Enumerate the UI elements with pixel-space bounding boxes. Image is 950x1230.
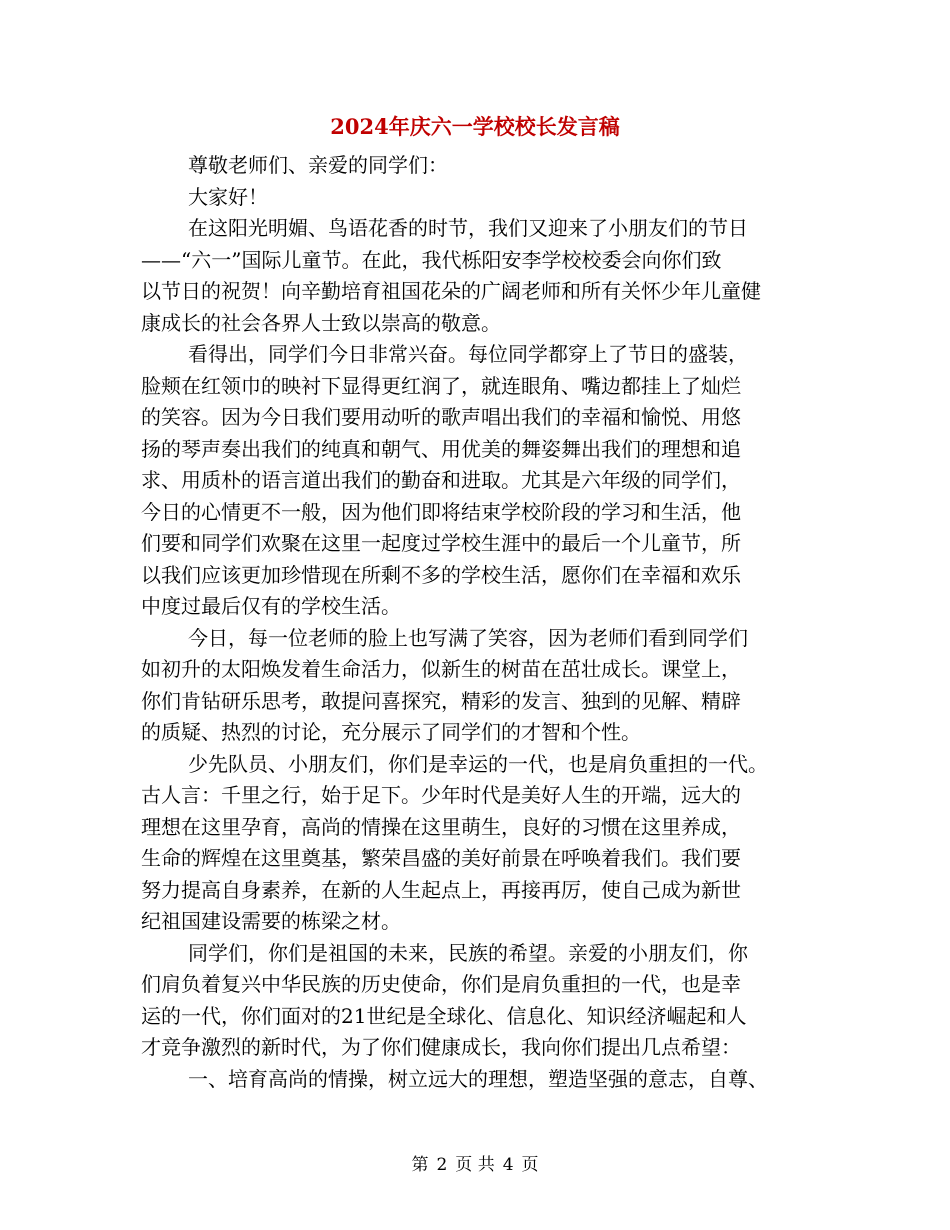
footer-middle: 页 共 bbox=[455, 1155, 495, 1175]
text-line: 今日的心情更不一般，因为他们即将结束学校阶段的学习和生活，他 bbox=[141, 499, 741, 524]
page-footer bbox=[0, 1153, 950, 1177]
footer-page-number: 2 bbox=[436, 1155, 448, 1175]
text-line: 古人言：千里之行，始于足下。少年时代是美好人生的开端，远大的 bbox=[141, 783, 741, 807]
text-line: 中度过最后仅有的学校生活。 bbox=[141, 594, 401, 618]
text-line: 求、用质朴的语言道出我们的勤奋和进取。尤其是六年级的同学们， bbox=[141, 468, 741, 492]
text-line: 生命的辉煌在这里奠基，繁荣昌盛的美好前景在呼唤着我们。我们要 bbox=[141, 846, 741, 870]
text-line: 同学们，你们是祖国的未来，民族的希望。亲爱的小朋友们，你 bbox=[188, 940, 748, 965]
text-line: 你们肯钻研乐思考，敢提问喜探究，精彩的发言、独到的见解、精辟 bbox=[141, 688, 741, 713]
text-line: 如初升的太阳焕发着生命活力，似新生的树苗在茁壮成长。课堂上， bbox=[141, 657, 741, 681]
text-line: 扬的琴声奏出我们的纯真和朝气、用优美的舞姿舞出我们的理想和追 bbox=[141, 436, 741, 461]
text-line: 以节日的祝贺！向辛勤培育祖国花朵的广阔老师和所有关怀少年儿童健 bbox=[141, 279, 761, 303]
document-body bbox=[141, 150, 801, 1095]
text-line: 大家好！ bbox=[188, 184, 268, 209]
text-line: 努力提高自身素养，在新的人生起点上，再接再厉，使自己成为新世 bbox=[141, 877, 741, 902]
text-line: 今日，每一位老师的脸上也写满了笑容，因为老师们看到同学们 bbox=[188, 625, 748, 650]
text-line: 少先队员、小朋友们，你们是幸运的一代，也是肩负重担的一代。 bbox=[188, 751, 768, 776]
text-line: 的质疑、热烈的讨论，充分展示了同学们的才智和个性。 bbox=[141, 720, 641, 744]
text-line: 纪祖国建设需要的栋梁之材。 bbox=[141, 909, 401, 933]
text-line: 的笑容。因为今日我们要用动听的歌声唱出我们的幸福和愉悦、用悠 bbox=[141, 405, 741, 429]
text-line: 康成长的社会各界人士致以崇高的敬意。 bbox=[141, 310, 501, 335]
footer-prefix: 第 bbox=[411, 1155, 429, 1175]
text-line: 们肩负着复兴中华民族的历史使命，你们是肩负重担的一代，也是幸 bbox=[141, 972, 741, 996]
footer-total-pages: 4 bbox=[502, 1155, 514, 1175]
text-line: 才竞争激烈的新时代，为了你们健康成长，我向你们提出几点希望： bbox=[141, 1035, 741, 1059]
text-line: 尊敬老师们、亲爱的同学们： bbox=[188, 153, 448, 177]
text-line: 以我们应该更加珍惜现在所剩不多的学校生活，愿你们在幸福和欢乐 bbox=[141, 562, 741, 587]
document-title: 2024年庆六一学校校长发言稿 bbox=[330, 114, 620, 139]
text-line: 们要和同学们欢聚在这里一起度过学校生涯中的最后一个儿童节，所 bbox=[141, 531, 741, 555]
text-line: 运的一代，你们面对的21世纪是全球化、信息化、知识经济崛起和人 bbox=[141, 1003, 747, 1028]
text-line: ——“六一”国际儿童节。在此，我代栎阳安李学校校委会向你们致 bbox=[141, 247, 722, 272]
text-line: 理想在这里孕育，高尚的情操在这里萌生，良好的习惯在这里养成， bbox=[141, 814, 741, 839]
text-line: 在这阳光明媚、鸟语花香的时节，我们又迎来了小朋友们的节日 bbox=[188, 216, 748, 240]
text-line: 一、培育高尚的情操，树立远大的理想，塑造坚强的意志，自尊、 bbox=[188, 1066, 768, 1091]
footer-suffix: 页 bbox=[521, 1155, 539, 1175]
text-line: 脸颊在红领巾的映衬下显得更红润了，就连眼角、嘴边都挂上了灿烂 bbox=[141, 373, 741, 398]
text-line: 看得出，同学们今日非常兴奋。每位同学都穿上了节日的盛装， bbox=[188, 342, 748, 366]
